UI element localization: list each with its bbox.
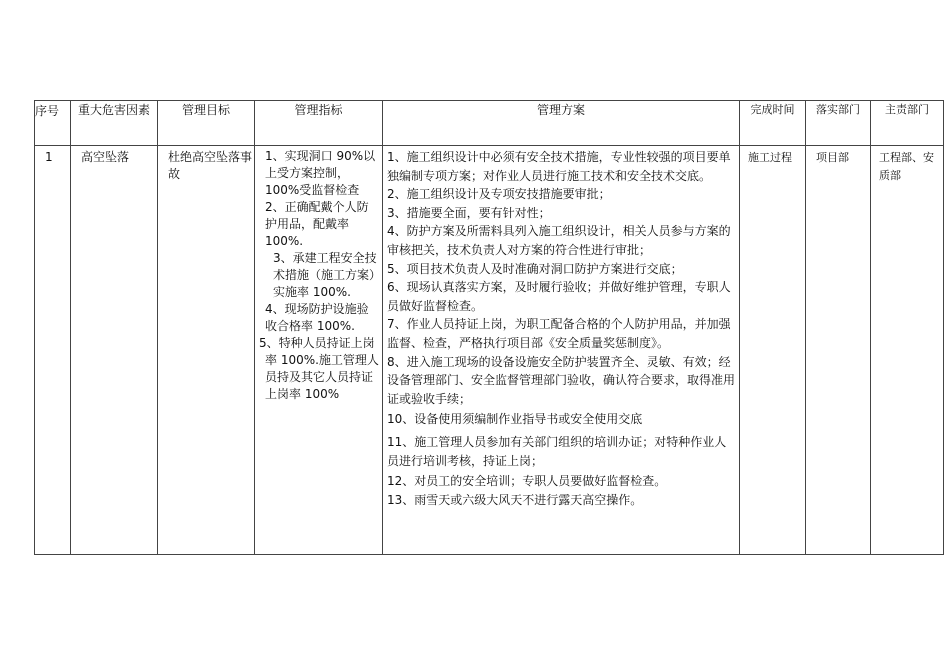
plan-item: 10、设备使用须编制作业指导书或安全使用交底 bbox=[387, 412, 643, 427]
row-completion: 施工过程 bbox=[740, 146, 806, 555]
header-responsible-dept: 主责部门 bbox=[871, 101, 944, 146]
plan-item: 7、作业人员持证上岗，为职工配备合格的个人防护用品，并加强监督、检查，严格执行项目部《安全质量奖惩制度》。 bbox=[387, 317, 731, 350]
indicator-item: 2、正确配戴个人防护用品，配戴率 100%. bbox=[265, 200, 369, 248]
row-indicators bbox=[255, 146, 383, 555]
row-plan bbox=[383, 146, 740, 555]
table-row bbox=[35, 146, 944, 555]
row-hazard: 高空坠落 bbox=[71, 146, 158, 555]
indicator-item: 1、实现洞口 90%以上受方案控制，100%受监督检查 bbox=[265, 149, 376, 197]
row-responsible-dept: 工程部、安质部 bbox=[871, 146, 944, 555]
risk-management-table bbox=[34, 100, 944, 555]
header-indicator: 管理指标 bbox=[255, 101, 383, 146]
plan-item: 12、对员工的安全培训；专职人员要做好监督检查。 bbox=[387, 474, 667, 489]
header-no: 序号 bbox=[35, 101, 71, 146]
header-hazard: 重大危害因素 bbox=[71, 101, 158, 146]
header-row bbox=[35, 101, 944, 146]
indicator-item: 3、承建工程安全技术措施（施工方案）实施率 100%. bbox=[273, 251, 377, 299]
header-plan: 管理方案 bbox=[383, 101, 740, 146]
plan-item: 5、项目技术负责人及时准确对洞口防护方案进行交底； bbox=[387, 261, 683, 276]
indicator-item: 5、特种人员持证上岗 bbox=[259, 336, 375, 350]
plan-item: 8、进入施工现场的设备设施安全防护装置齐全、灵敏、有效；经设备管理部门、安全监督管理部门验收，确认符合要求，取得准用证或验收手续； bbox=[387, 354, 735, 406]
plan-item: 2、施工组织设计及专项安技措施要审批； bbox=[387, 187, 611, 202]
row-no: 1 bbox=[35, 146, 71, 555]
indicator-item: 率 100%.施工管理人员持及其它人员持证上岗率 100% bbox=[265, 353, 379, 401]
plan-item: 1、施工组织设计中必须有安全技术措施，专业性较强的项目要单独编制专项方案；对作业人员进行施工技术和安全技术交底。 bbox=[387, 150, 731, 183]
row-goal: 杜绝高空坠落事故 bbox=[158, 146, 255, 555]
plan-item: 3、措施要全面，要有针对性； bbox=[387, 205, 551, 220]
plan-item: 13、雨雪天或六级大风天不进行露天高空操作。 bbox=[387, 492, 643, 507]
header-goal: 管理目标 bbox=[158, 101, 255, 146]
plan-item: 11、施工管理人员参加有关部门组织的培训办证；对特种作业人员进行培训考核，持证上岗； bbox=[387, 434, 727, 468]
header-implement-dept: 落实部门 bbox=[806, 101, 871, 146]
row-implement-dept: 项目部 bbox=[806, 146, 871, 555]
plan-item: 6、现场认真落实方案，及时履行验收；并做好维护管理，专职人员做好监督检查。 bbox=[387, 280, 731, 313]
plan-item: 4、防护方案及所需料具列入施工组织设计，相关人员参与方案的审核把关，技术负责人对方案的符合性进行审批； bbox=[387, 224, 731, 257]
indicator-item: 4、现场防护设施验收合格率 100%. bbox=[265, 302, 369, 333]
header-completion: 完成时间 bbox=[740, 101, 806, 146]
